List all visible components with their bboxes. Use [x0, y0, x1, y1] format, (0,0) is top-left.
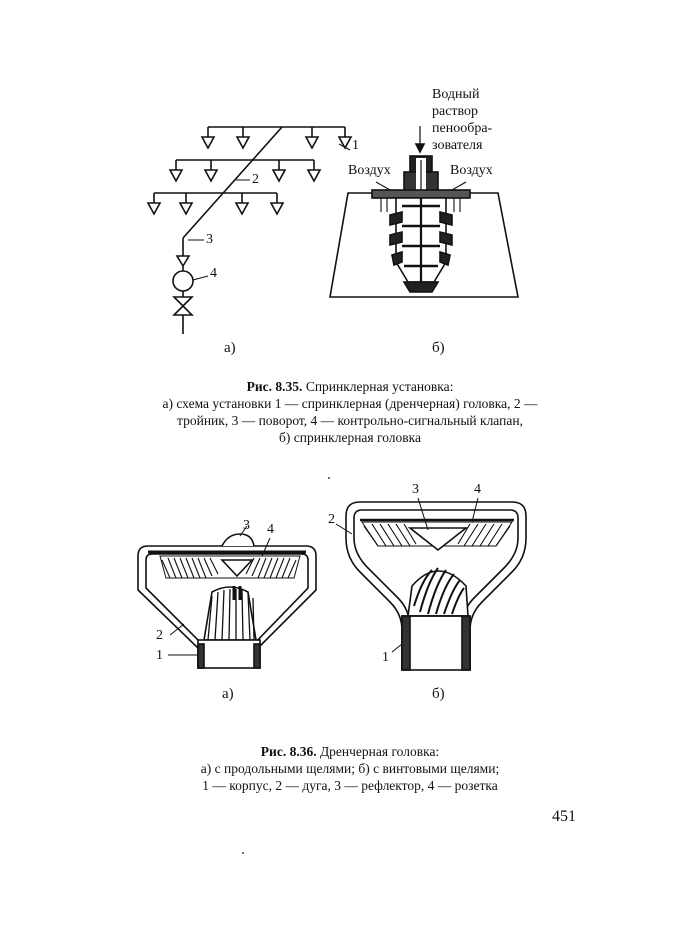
fig835-caption-title-line — [60, 378, 640, 395]
b-label-num-3: 3 — [412, 482, 419, 497]
fig836-caption-title-rest: Дренчерная головка: — [316, 744, 440, 759]
fig835-caption-title: Рис. 8.35. — [246, 379, 303, 394]
label-num-2: 2 — [252, 172, 259, 187]
page-number: 451 — [552, 808, 576, 825]
fig836-caption-title-line — [60, 743, 640, 760]
fig835-caption-line-2: тройник, 3 — поворот, 4 — контрольно-сигнальный клапан, — [177, 413, 523, 428]
water-line-4: зователя — [432, 138, 483, 153]
fig836-caption-line-2: 1 — корпус, 2 — дуга, 3 — рефлектор, 4 — розетка — [202, 778, 498, 793]
a-label-num-1: 1 — [156, 648, 163, 663]
fig836-caption-title: Рис. 8.36. — [260, 744, 317, 759]
fig835-caption-title-rest: Спринклерная установка: — [302, 379, 454, 394]
fig835-sublabel-a: а) — [224, 340, 236, 356]
fig835-caption-line-3: б) спринклерная головка — [279, 430, 421, 445]
label-water-solution — [432, 86, 492, 154]
fig836-caption — [60, 743, 640, 794]
stray-dot-2 — [242, 852, 244, 854]
fig835-caption-line-1: а) схема установки 1 — спринклерная (дренчерная) головка, 2 — — [162, 396, 538, 411]
fig835-sublabel-b: б) — [432, 340, 445, 356]
stray-dot-1 — [328, 477, 330, 479]
a-label-num-4: 4 — [267, 522, 274, 537]
fig835-caption — [60, 378, 640, 446]
label-air-right: Воздух — [450, 163, 493, 178]
b-label-num-2: 2 — [328, 512, 335, 527]
b-label-num-1: 1 — [382, 650, 389, 665]
water-line-3: пенообра- — [432, 121, 493, 136]
b-label-num-4: 4 — [474, 482, 481, 497]
water-line-1: Водный — [432, 87, 480, 102]
a-label-num-3: 3 — [243, 518, 250, 533]
label-air-left: Воздух — [348, 163, 391, 178]
label-num-3: 3 — [206, 232, 213, 247]
a-label-num-2: 2 — [156, 628, 163, 643]
label-num-1: 1 — [352, 138, 359, 153]
fig836-caption-line-1: а) с продольными щелями; б) с винтовыми щелями; — [200, 761, 500, 776]
fig836-sublabel-a: а) — [222, 686, 234, 702]
fig836-sublabel-b: б) — [432, 686, 445, 702]
label-num-4: 4 — [210, 266, 217, 281]
water-line-2: раствор — [432, 104, 479, 119]
